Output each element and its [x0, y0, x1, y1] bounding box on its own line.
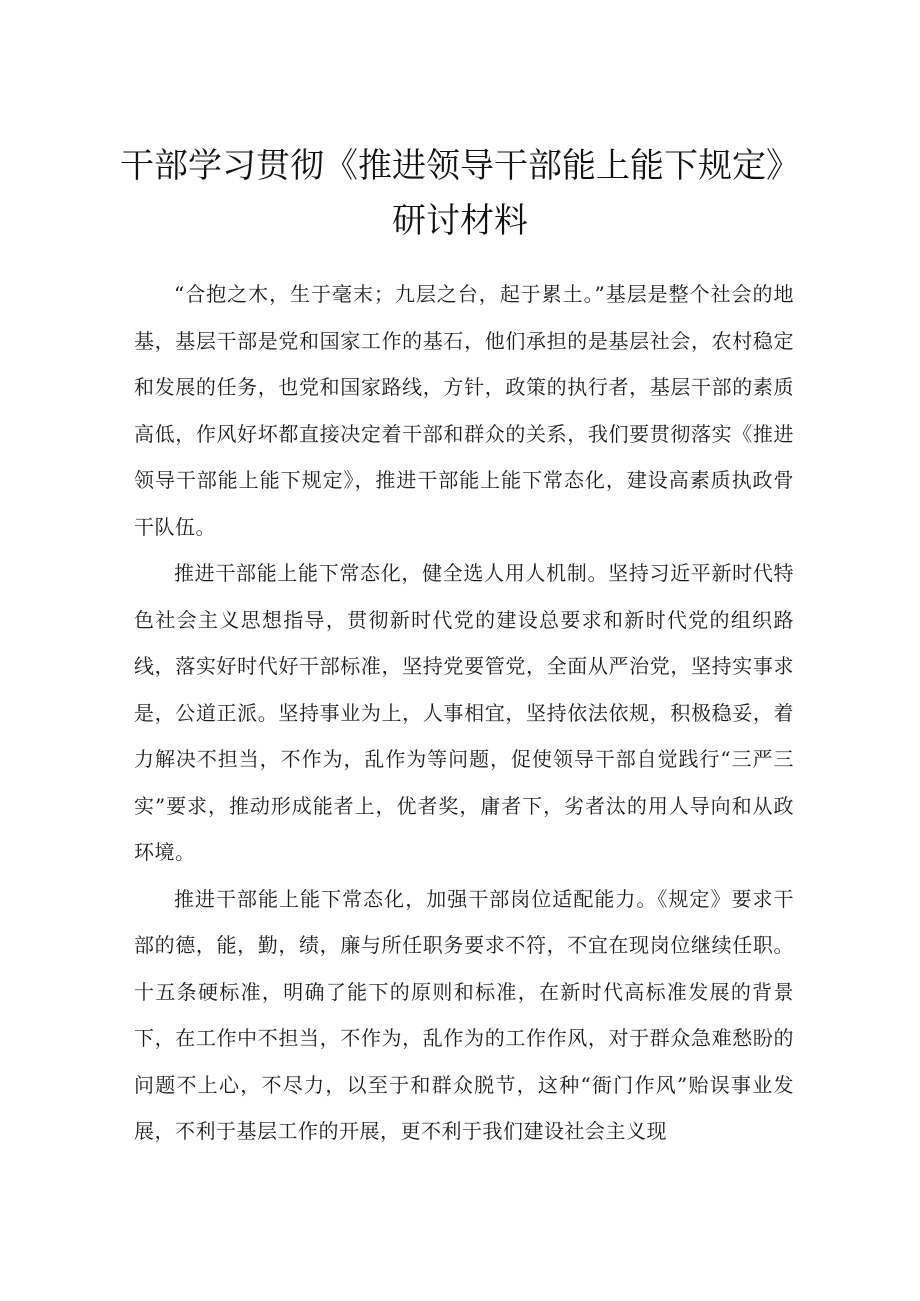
document-title-line2: 研讨材料: [392, 201, 528, 241]
document-title-line1: 干部学习贯彻《推进领导干部能上能下规定》: [120, 146, 800, 186]
paragraph: 推进干部能上能下常态化，加强干部岗位适配能力。《规定》要求干部的德，能，勤，绩，廉与所任职务要求不符，不宜在现岗位继续任职。十五条硬标准，明确了能下的原则和标准，在新时代高标准发展的背景下，在工作中不担当，不作为，乱作为的工作作风，对于群众急难愁盼的问题不上心，不尽力，以至于和群众脱节，这种“衙门作风”贻误事业发展，不利于基层工作的开展，更不利于我们建设社会主义现: [134, 886, 794, 1143]
document-body: [134, 271, 794, 1155]
paragraph: “合抱之木，生于毫末；九层之台，起于累土。”基层是整个社会的地基，基层干部是党和国家工作的基石，他们承担的是基层社会，农村稳定和发展的任务，也党和国家路线，方针，政策的执行者，基层干部的素质高低，作风好坏都直接决定着干部和群众的关系，我们要贯彻落实《推进领导干部能上能下规定》，推进干部能上能下常态化，建设高素质执政骨干队伍。: [134, 282, 794, 539]
paragraph: 推进干部能上能下常态化，健全选人用人机制。坚持习近平新时代特色社会主义思想指导，贯彻新时代党的建设总要求和新时代党的组织路线，落实好时代好干部标准，坚持党要管党，全面从严治党，坚持实事求是，公道正派。坚持事业为上，人事相宜，坚持依法依规，积极稳妥，着力解决不担当，不作为，乱作为等问题，促使领导干部自觉践行“三严三实”要求，推动形成能者上，优者奖，庸者下，劣者汰的用人导向和从政环境。: [134, 561, 794, 864]
